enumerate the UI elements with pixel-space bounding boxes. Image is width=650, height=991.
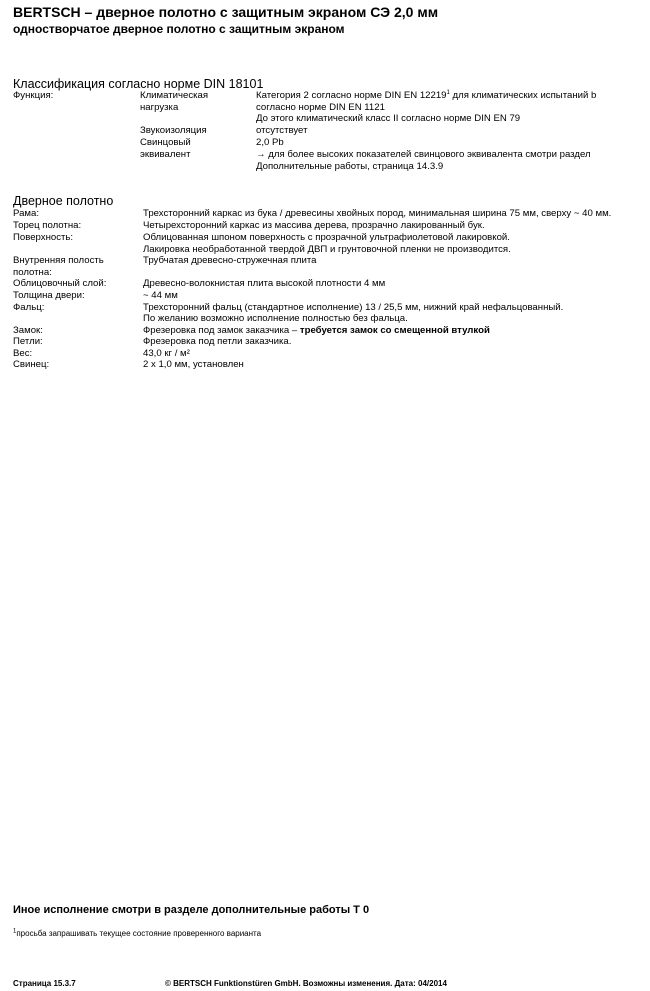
surface-value-1: Облицованная шпоном поверхность с прозрачной ультрафиолетовой лакировкой. (143, 232, 510, 243)
hinges-label: Петли: (13, 336, 43, 347)
classification-heading: Классификация согласно норме DIN 18101 (13, 77, 264, 91)
climate-line-3: До этого климатический класс II согласно норме DIN EN 79 (256, 113, 521, 124)
lead-equivalent-value-3: Дополнительные работы, страница 14.3.9 (256, 160, 444, 172)
sound-value: отсутствует (256, 125, 308, 136)
hinges-value: Фрезеровка под петли заказчика. (143, 336, 292, 347)
function-label: Функция: (13, 90, 54, 101)
page-title: BERTSCH – дверное полотно с защитным экраном СЭ 2,0 мм (13, 4, 439, 20)
footnote: $^1$просьба запрашивать текущее состояние проверенного варианта (13, 928, 262, 938)
thickness-value: ~ 44 мм (143, 290, 178, 301)
core-label: Внутренняя полость полотна: (13, 255, 104, 278)
page-subtitle: одностворчатое дверное полотно с защитным экраном (13, 22, 345, 36)
page-number: Страница 15.3.7 (13, 979, 76, 988)
rebate-label: Фальц: (13, 301, 45, 313)
rebate-value-1: Трехсторонний фальц (стандартное исполнение) 13 / 25,5 мм, нижний край нефальцованный. (143, 301, 564, 313)
frame-value: Трехсторонний каркас из бука / древесины хвойных пород, минимальная ширина 75 мм, сверху ~ 40 мм. (143, 208, 612, 219)
climate-label: Климатическая нагрузка (140, 90, 209, 113)
lead-value: 2 х 1,0 мм, установлен (143, 359, 244, 370)
copyright: © BERTSCH Funktionstüren GmbH. Возможны изменения. Дата: 04/2014 (165, 979, 447, 988)
lock-value: Фрезеровка под замок заказчика – требуется замок со смещенной втулкой (143, 324, 490, 336)
facing-value: Древесно-волокнистая плита высокой плотности 4 мм (143, 278, 386, 289)
core-value: Трубчатая древесно-стружечная плита (143, 255, 317, 266)
lead-equivalent-label: Свинцовый эквивалент (140, 137, 191, 160)
frame-label: Рама: (13, 208, 40, 219)
door-leaf-heading: Дверное полотно (13, 194, 114, 208)
climate-line-2: согласно норме DIN EN 1121 (256, 101, 385, 113)
thickness-label: Толщина двери: (13, 290, 85, 301)
surface-label: Поверхность: (13, 232, 74, 243)
other-design-note: Иное исполнение смотри в разделе дополнительные работы Т 0 (13, 904, 370, 916)
lock-label: Замок: (13, 324, 43, 336)
weight-label: Вес: (13, 347, 33, 359)
surface-value-2: Лакировка необработанной твердой ДВП и грунтовочной пленки не производится. (143, 243, 511, 255)
lead-equivalent-value-1: 2,0 Pb (256, 137, 284, 148)
weight-value: 43,0 кг / м² (143, 347, 190, 359)
lead-label: Свинец: (13, 359, 50, 370)
edge-value: Четырехсторонний каркас из массива дерева, прозрачно лакированный бук. (143, 220, 485, 231)
rebate-value-2: По желанию возможно исполнение полностью без фальца. (143, 313, 408, 324)
facing-label: Облицовочный слой: (13, 278, 107, 289)
edge-label: Торец полотна: (13, 220, 82, 231)
lead-equivalent-value-2: → для более высоких показателей свинцового эквивалента смотри раздел (256, 149, 591, 160)
sound-label: Звукоизоляция (140, 125, 207, 136)
climate-line-1: Категория 2 согласно норме DIN EN 12219$^1$ для климатических испытаний b (256, 89, 597, 101)
